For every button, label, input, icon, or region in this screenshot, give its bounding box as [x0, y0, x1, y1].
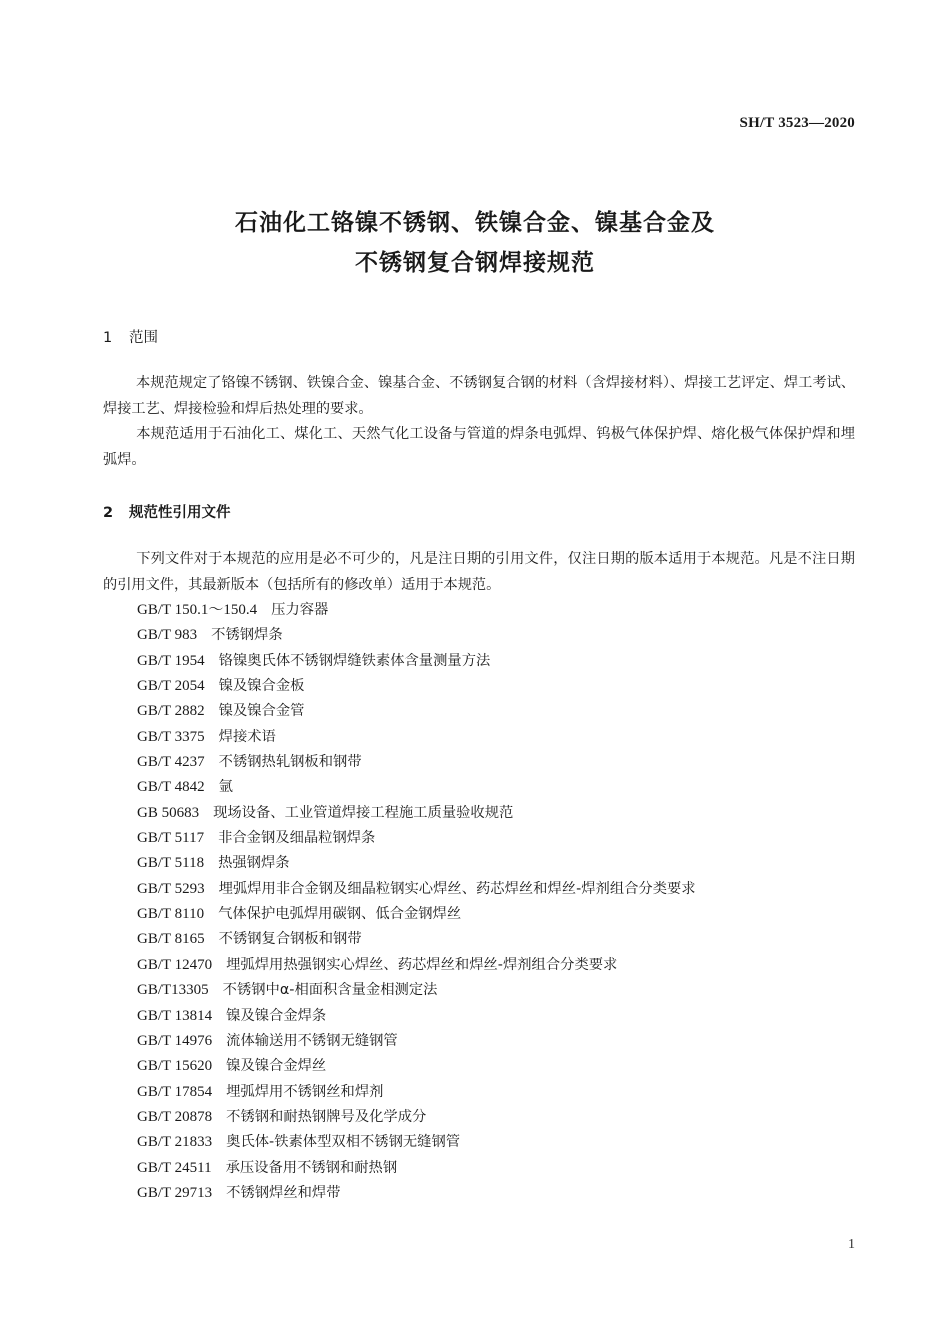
reference-item [137, 1181, 696, 1206]
reference-title: 不锈钢中α-相面积含量金相测定法 [222, 982, 438, 999]
reference-code: GB/T 4237 [137, 754, 205, 771]
reference-code: GB/T 150.1～150.4 [137, 602, 258, 618]
reference-title: 不锈钢焊丝和焊带 [226, 1184, 341, 1201]
reference-title: 流体输送用不锈钢无缝钢管 [226, 1032, 398, 1049]
reference-item [137, 826, 696, 851]
reference-code: GB/T 8165 [137, 931, 205, 948]
reference-code: GB/T 14976 [137, 1032, 213, 1049]
reference-code: GB/T 3375 [137, 728, 205, 745]
reference-title: 非合金钢及细晶粒钢焊条 [218, 830, 376, 847]
reference-code: GB/T 5117 [137, 830, 205, 847]
reference-item [137, 1029, 696, 1054]
reference-code: GB/T 20878 [137, 1108, 213, 1125]
reference-code: GB/T 1954 [137, 652, 205, 669]
reference-title: 不锈钢和耐热钢牌号及化学成分 [226, 1108, 427, 1125]
reference-code: GB/T 5118 [137, 855, 205, 872]
reference-title: 埋弧焊用不锈钢丝和焊剂 [226, 1083, 384, 1100]
document-code: SH/T 3523—2020 [739, 115, 855, 131]
reference-item [137, 1105, 696, 1130]
reference-code: GB/T 2882 [137, 703, 205, 720]
reference-item [137, 978, 696, 1003]
reference-item [137, 623, 696, 648]
reference-title: 压力容器 [271, 602, 329, 618]
reference-item [137, 1156, 696, 1181]
reference-code: GB/T 983 [137, 627, 198, 644]
reference-title: 镍及镍合金板 [218, 678, 305, 695]
reference-code: GB/T 4842 [137, 779, 205, 796]
title-line-1: 石油化工铬镍不锈钢、铁镍合金、镍基合金及 [235, 210, 715, 236]
reference-code: GB/T 8110 [137, 906, 205, 923]
reference-code: GB/T 5293 [137, 880, 205, 897]
section-title: 规范性引用文件 [129, 505, 231, 521]
reference-title: 承压设备用不锈钢和耐热钢 [225, 1159, 398, 1176]
reference-code: GB/T 15620 [137, 1058, 213, 1075]
reference-item [137, 1054, 696, 1079]
section-2-paragraph-1 [103, 547, 855, 598]
reference-code: GB/T 29713 [137, 1184, 213, 1201]
reference-title: 镍及镍合金焊丝 [226, 1058, 327, 1075]
reference-item [137, 927, 696, 952]
reference-item [137, 598, 696, 623]
section-number: 1 [103, 330, 113, 346]
reference-item [137, 1080, 696, 1105]
reference-item [137, 750, 696, 775]
paragraph-text: 本规范规定了铬镍不锈钢、铁镍合金、镍基合金、不锈钢复合钢的材料（含焊接材料）、焊接工艺评定、焊工考试、焊接工艺、焊接检验和焊后热处理的要求。 [103, 375, 855, 417]
reference-item [137, 953, 696, 978]
reference-item [137, 725, 696, 750]
reference-code: GB/T 21833 [137, 1134, 213, 1151]
reference-code: GB/T 12470 [137, 956, 213, 973]
reference-item [137, 1004, 696, 1029]
reference-title: 不锈钢焊条 [211, 627, 283, 644]
reference-item [137, 775, 696, 800]
reference-title: 不锈钢复合钢板和钢带 [218, 931, 362, 948]
reference-item [137, 801, 696, 826]
reference-code: GB/T13305 [137, 982, 209, 999]
reference-title: 埋弧焊用热强钢实心焊丝、药芯焊丝和焊丝-焊剂组合分类要求 [226, 956, 618, 973]
reference-item [137, 1130, 696, 1155]
section-number: 2 [103, 505, 114, 521]
reference-item [137, 851, 696, 876]
reference-item [137, 674, 696, 699]
reference-title: 埋弧焊用非合金钢及细晶粒钢实心焊丝、药芯焊丝和焊丝-焊剂组合分类要求 [218, 880, 696, 897]
normative-references-list [137, 598, 696, 1206]
paragraph-text: 本规范适用于石油化工、煤化工、天然气化工设备与管道的焊条电弧焊、钨极气体保护焊、熔化极气体保护焊和埋弧焊。 [103, 426, 855, 468]
reference-code: GB/T 17854 [137, 1083, 213, 1100]
section-1-paragraph-1 [103, 371, 855, 422]
reference-item [137, 902, 696, 927]
reference-title: 热强钢焊条 [218, 855, 290, 872]
document-title [0, 203, 950, 283]
title-line-2: 不锈钢复合钢焊接规范 [355, 250, 595, 276]
reference-title: 奥氏体-铁素体型双相不锈钢无缝钢管 [226, 1134, 461, 1151]
reference-title: 焊接术语 [218, 728, 276, 745]
section-2-heading [103, 501, 231, 522]
section-1-paragraph-2 [103, 422, 855, 473]
reference-code: GB 50683 [137, 804, 200, 821]
reference-title: 氩 [218, 779, 233, 796]
reference-title: 镍及镍合金管 [218, 703, 305, 720]
reference-code: GB/T 13814 [137, 1007, 213, 1024]
reference-title: 不锈钢热轧钢板和钢带 [218, 754, 362, 771]
reference-title: 现场设备、工业管道焊接工程施工质量验收规范 [213, 804, 514, 821]
reference-title: 气体保护电弧焊用碳钢、低合金钢焊丝 [218, 906, 462, 923]
reference-item [137, 649, 696, 674]
section-title: 范围 [129, 330, 158, 346]
reference-code: GB/T 2054 [137, 678, 205, 695]
reference-item [137, 877, 696, 902]
paragraph-text: 下列文件对于本规范的应用是必不可少的，凡是注日期的引用文件，仅注日期的版本适用于本规范。凡是不注日期的引用文件，其最新版本（包括所有的修改单）适用于本规范。 [103, 551, 855, 593]
reference-code: GB/T 24511 [137, 1159, 212, 1176]
reference-item [137, 699, 696, 724]
reference-title: 铬镍奥氏体不锈钢焊缝铁素体含量测量方法 [218, 652, 491, 669]
section-1-heading [103, 326, 158, 347]
page-number: 1 [848, 1237, 855, 1252]
reference-title: 镍及镍合金焊条 [226, 1007, 327, 1024]
